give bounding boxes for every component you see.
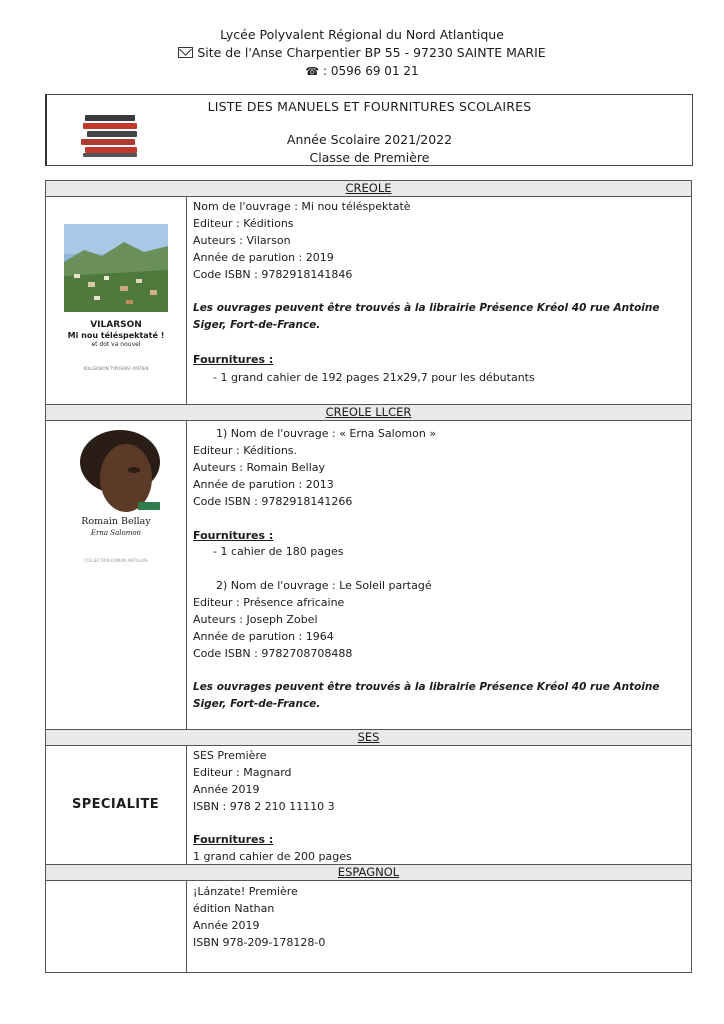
cover-collection: KOLLEKSION TYPOGRAF AYATIEN — [83, 366, 149, 371]
ses-supply-item: 1 grand cahier de 200 pages — [193, 850, 352, 863]
llcer-book2-line-1: 2) Nom de l'ouvrage : Le Soleil partagé — [216, 579, 432, 592]
creole-line-3: Auteurs : Vilarson — [193, 234, 291, 247]
class-level: Classe de Première — [309, 150, 430, 165]
espagnol-line-1: ¡Lánzate! Première — [193, 885, 298, 898]
llcer-supply-item: - 1 cahier de 180 pages — [213, 545, 344, 558]
llcer-book1-line-4: Année de parution : 2013 — [193, 478, 334, 491]
cover-author: Romain Bellay — [81, 516, 151, 527]
creole-supplies-label: Fournitures : — [193, 353, 274, 366]
creole-bookstore-note: Les ouvrages peuvent être trouvés à la librairie Présence Kréol 40 rue Antoine Siger, Fort-de-France. — [193, 302, 660, 331]
creole-line-2: Editeur : Kéditions — [193, 217, 294, 230]
school-name: Lycée Polyvalent Régional du Nord Atlantique — [220, 27, 504, 42]
espagnol-line-4: ISBN 978-209-178128-0 — [193, 936, 326, 949]
section-heading-creole-llcer: CREOLE LLCER — [45, 404, 692, 421]
espagnol-line-3: Année 2019 — [193, 919, 260, 932]
envelope-icon — [178, 47, 193, 58]
ses-line-3: Année 2019 — [193, 783, 260, 796]
creole-supply-item: - 1 grand cahier de 192 pages 21x29,7 pour les débutants — [213, 371, 535, 384]
creole-line-1: Nom de l'ouvrage : Mi nou téléspektatè — [193, 200, 411, 213]
school-phone — [0, 64, 724, 78]
cover-title: Mi nou téléspektaté ! — [67, 331, 165, 340]
telephone-icon: ☎ — [305, 65, 320, 78]
llcer-book2-line-2: Editeur : Présence africaine — [193, 596, 345, 609]
llcer-book1-line-3: Auteurs : Romain Bellay — [193, 461, 326, 474]
creole-line-4: Année de parution : 2019 — [193, 251, 334, 264]
espagnol-line-2: édition Nathan — [193, 902, 275, 915]
cover-author: VILARSON — [90, 320, 142, 330]
specialite-label: SPECIALITE — [71, 797, 160, 812]
book-cover-vilarson — [64, 224, 168, 374]
phone-text: : 0596 69 01 21 — [323, 64, 419, 78]
school-year: Année Scolaire 2021/2022 — [286, 132, 453, 147]
list-title: LISTE DES MANUELS ET FOURNITURES SCOLAIRES — [207, 99, 532, 114]
column-divider — [186, 195, 187, 973]
school-address — [0, 45, 724, 60]
llcer-book2-line-5: Code ISBN : 9782708708488 — [193, 647, 353, 660]
ses-supplies-label: Fournitures : — [193, 833, 274, 846]
llcer-book1-line-5: Code ISBN : 9782918141266 — [193, 495, 353, 508]
section-heading-ses: SES — [45, 729, 692, 746]
llcer-bookstore-note: Les ouvrages peuvent être trouvés à la librairie Présence Kréol 40 rue Antoine Siger, Fort-de-France. — [193, 681, 660, 710]
portrait-image — [68, 428, 164, 512]
book-cover-erna-salomon — [64, 428, 168, 568]
llcer-book2-line-3: Auteurs : Joseph Zobel — [193, 613, 318, 626]
table-bottom — [45, 972, 692, 973]
llcer-book1-line-2: Editeur : Kéditions. — [193, 444, 298, 457]
ses-line-1: SES Première — [193, 749, 267, 762]
cover-subtitle: et dot va nouvel — [91, 341, 141, 348]
llcer-supplies-label: Fournitures : — [193, 529, 274, 542]
ses-line-4: ISBN : 978 2 210 11110 3 — [193, 800, 335, 813]
section-heading-creole: CREOLE — [45, 180, 692, 197]
llcer-book1-line-1: 1) Nom de l'ouvrage : « Erna Salomon » — [216, 427, 437, 440]
address-text: Site de l'Anse Charpentier BP 55 - 97230 SAINTE MARIE — [197, 45, 546, 60]
cover-title: Erna Salomon — [90, 529, 142, 537]
landscape-image — [64, 224, 168, 312]
cover-collection: COLLECTION ROMAN ANTILLAIS — [84, 558, 148, 563]
title-box — [45, 94, 693, 166]
creole-line-5: Code ISBN : 9782918141846 — [193, 268, 353, 281]
ses-line-2: Editeur : Magnard — [193, 766, 292, 779]
section-heading-espagnol: ESPAGNOL — [45, 864, 692, 881]
llcer-book2-line-4: Année de parution : 1964 — [193, 630, 334, 643]
